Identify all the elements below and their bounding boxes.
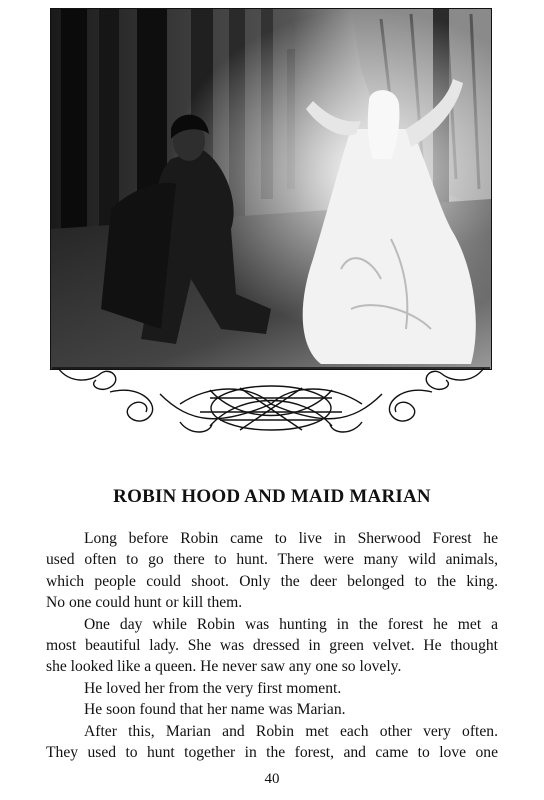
text-line: They used to hunt together in the forest, and came to love one bbox=[46, 744, 498, 762]
text-line: No one could hunt or kill them. bbox=[46, 594, 243, 612]
paragraph bbox=[46, 699, 498, 720]
paragraph bbox=[46, 614, 498, 678]
text-line: One day while Robin was hunting in the forest he met a bbox=[84, 615, 498, 633]
text-line: most beautiful lady. She was dressed in green velvet. He thought bbox=[46, 637, 498, 655]
body-text bbox=[46, 528, 498, 763]
text-line: used often to go there to hunt. There were many wild animals, bbox=[46, 551, 498, 569]
illustration-robin-and-marian bbox=[50, 8, 492, 370]
decorative-flourish bbox=[50, 364, 492, 444]
page-number: 40 bbox=[264, 771, 280, 787]
text-line: After this, Marian and Robin met each other very often. bbox=[84, 722, 498, 740]
paragraph bbox=[46, 528, 498, 614]
text-line: which people could shoot. Only the deer belonged to the king. bbox=[46, 572, 498, 590]
chapter-title: ROBIN HOOD AND MAID MARIAN bbox=[113, 486, 431, 507]
text-line: He loved her from the very first moment. bbox=[84, 679, 342, 697]
paragraph bbox=[46, 721, 498, 764]
text-line: she looked like a queen. He never saw any one so lovely. bbox=[46, 658, 402, 676]
text-line: Long before Robin came to live in Sherwood Forest he bbox=[84, 530, 498, 547]
text-line: He soon found that her name was Marian. bbox=[84, 701, 346, 719]
paragraph bbox=[46, 678, 498, 699]
